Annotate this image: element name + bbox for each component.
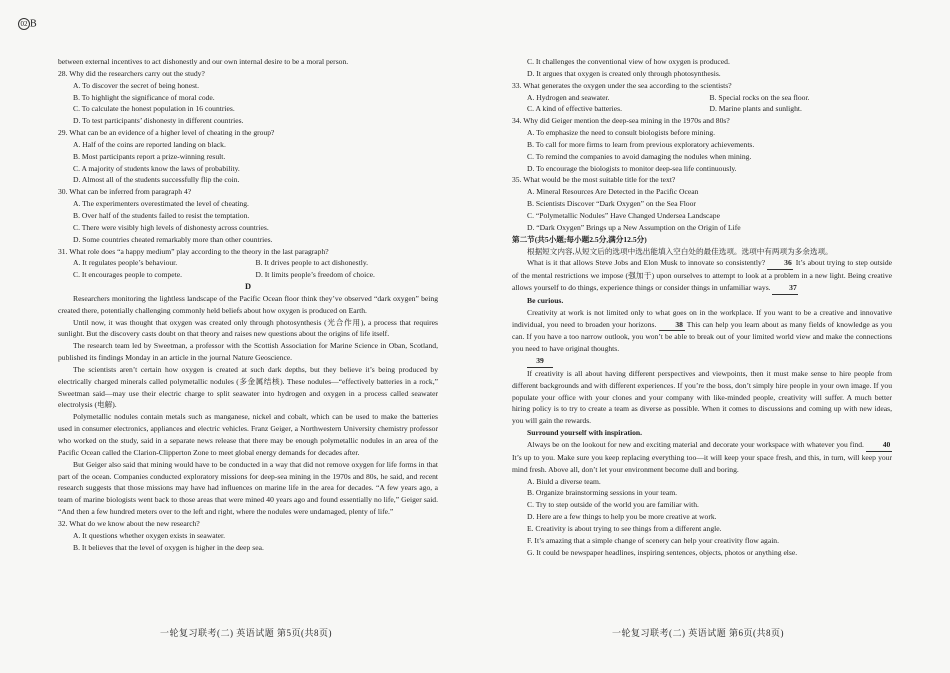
q30-option-c: C. There were visibly high levels of dishonesty across countries.	[73, 222, 269, 232]
q28-option-b: B. To highlight the significance of moral code.	[73, 92, 215, 102]
cloze-paragraph-1	[512, 257, 892, 295]
cloze-option-e: E. Creativity is about trying to see things from a different angle.	[527, 523, 722, 533]
cloze-paragraph-3: If creativity is all about having different perspectives and viewpoints, then it must make sense to hire people from different backgrounds and with different experiences. If you’re the boss, don’t simply hire people in your own image. If you populate your office with your clones and your company with like-minded people, creativity will suffer. A much better hiring policy is to try to create a team as diverse as possible. When it comes to discussions and coming up with new ideas, you will gain the rewards.	[512, 368, 892, 426]
q34-option-b: B. To call for more firms to learn from previous exploratory achievements.	[527, 139, 755, 149]
cloze-option-c: C. Try to step outside of the world you are familiar with.	[527, 500, 699, 510]
heading-surround-inspiration: Surround yourself with inspiration.	[527, 428, 643, 438]
cloze-option-g: G. It could be newspaper headlines, inspiring sentences, objects, photos or anything else.	[527, 547, 798, 557]
q32-option-d: D. It argues that oxygen is created only through photosynthesis.	[527, 68, 721, 78]
question-29: 29. What can be an evidence of a higher level of cheating in the group?	[58, 128, 275, 138]
intro-line: between external incentives to act dishonestly and our own internal desire to be a moral person.	[58, 57, 349, 66]
q33-option-d: D. Marine plants and sunlight.	[709, 104, 802, 114]
q35-option-d: D. “Dark Oxygen” Brings up a New Assumption on the Origin of Life	[527, 222, 741, 232]
exam-badge	[18, 18, 37, 30]
question-28: 28. Why did the researchers carry out the study?	[58, 68, 205, 78]
question-33: 33. What generates the oxygen under the sea according to the scientists?	[512, 80, 732, 90]
cloze-option-d: D. Here are a few things to help you be more creative at work.	[527, 512, 717, 522]
q31-option-d: D. It limits people’s freedom of choice.	[255, 270, 375, 280]
blank-39[interactable]: 39	[527, 355, 553, 368]
q34-option-d: D. To encourage the biologists to monitor deep-sea life continuously.	[527, 163, 737, 173]
passage-d-paragraph-5: Polymetallic nodules contain metals such as manganese, nickel and cobalt, which can be used to make the batteries used in consumer electronics, appliances and electric vehicles. Franz Geiger, a Northwestern University chemistry professor who worked on the study, said in a separate news release that there may be enough polymetallic nodules in an area of the Pacific Ocean called the Clarion-Clipperton Zone to meet global energy demands for decades after.	[58, 412, 438, 457]
q31-option-a: A. It regulates people’s behaviour.	[73, 258, 178, 268]
q33-options-row-1	[512, 92, 892, 104]
q28-option-d: D. To test participants’ dishonesty in different countries.	[73, 116, 244, 126]
q34-option-c: C. To remind the companies to avoid damaging the nodules when mining.	[527, 151, 752, 161]
passage-d-paragraph-2: Until now, it was thought that oxygen was created only through photosynthesis (光合作用), a process that requires sunlight. But the discovery casts doubt on that theory and raises new questions about the origins of life itself.	[58, 317, 438, 339]
passage-d-paragraph-6: But Geiger also said that mining would have to be conducted in a way that did not remove oxygen for life forms in that part of the ocean. Companies conducted exploratory missions for deep-sea mining in the 1970s and 80s, he said, and recent research suggests that those missions may have had influences on marine life in the area for decades. “A few years ago, a team of marine biologists went back to those areas that were mined 40 years ago and found essentially no life,” Geiger said. “And then a few hundred meters over to the left and right, where the nodules were undamaged, plenty of life.”	[58, 459, 438, 517]
page-6-column	[512, 56, 892, 558]
q33-option-b: B. Special rocks on the sea floor.	[709, 92, 810, 102]
blank-36[interactable]: 36	[767, 257, 793, 270]
cloze-p1-text-a: What is it that allows Steve Jobs and Elon Musk to innovate so consistently?	[527, 258, 766, 268]
cloze-p1-text-b: It’s about trying to step outside of the mental restrictions we impose (强加于) upon ourselves to attempt to look at a problem in a new light. Being creative allows yourself to do things, experience things or consider things in unfamiliar ways.	[512, 258, 893, 293]
q29-option-a: A. Half of the coins are reported landing on black.	[73, 139, 226, 149]
q33-option-a: A. Hydrogen and seawater.	[527, 92, 610, 102]
passage-d-paragraph-3: The research team led by Sweetman, a professor with the Scottish Association for Marine Science in Oban, Scotland, published its findings Monday in an article in the journal Nature Geoscience.	[58, 341, 438, 363]
page-5-column	[58, 56, 438, 553]
blank-38[interactable]: 38	[659, 319, 685, 332]
q33-options-row-2	[512, 103, 892, 115]
cloze-option-a: A. Biuld a diverse team.	[527, 476, 601, 486]
q28-option-a: A. To discover the secret of being honest.	[73, 80, 200, 90]
q31-options-row-2	[58, 269, 438, 281]
section-d-heading: D	[244, 282, 252, 292]
cloze-p2-text-a: Creativity at work is not limited only to what goes on in the workplace. If you want to be a creative and innovative individual, you need to broaden your horizons.	[512, 307, 892, 329]
heading-be-curious: Be curious.	[527, 295, 564, 305]
cloze-p4-text-a: Always be on the lookout for new and exciting material and decorate your workspace with whatever you find.	[527, 440, 864, 449]
badge-circle: 02	[18, 18, 30, 30]
q29-option-b: B. Most participants report a prize-winning result.	[73, 151, 226, 161]
q30-option-d: D. Some countries cheated remarkably more than other countries.	[73, 234, 273, 244]
cloze-p4-text-b: It’s up to you. Make sure you keep replacing everything too—it will keep your space fresh, and this, in turn, will keep your mind fresh. Above all, don’t let your environment become dull and boring.	[512, 452, 892, 474]
q31-options-row-1	[58, 257, 438, 269]
cloze-option-b: B. Organize brainstorming sessions in your team.	[527, 488, 678, 498]
q28-option-c: C. To calculate the honest population in 16 countries.	[73, 104, 235, 114]
cloze-option-f: F. It’s amazing that a simple change of scenery can help your creativity flow again.	[527, 535, 780, 545]
question-30: 30. What can be inferred from paragraph 4?	[58, 187, 192, 197]
q31-option-c: C. It encourages people to compete.	[73, 270, 183, 280]
passage-d-paragraph-4: The scientists aren’t certain how oxygen is created at such dark depths, but they believe it’s being produced by electrically charged minerals called polymetallic nodules (多金属结核). These nodules—“effectively batteries in a rock,” Sweetman said—may use their electric charge to split seawater into hydrogen and oxygen in a process called seawater electrolysis (电解).	[58, 364, 438, 410]
q32-option-a: A. It questions whether oxygen exists in seawater.	[73, 530, 226, 540]
q29-option-d: D. Almost all of the students successfully flip the coin.	[73, 175, 240, 185]
q33-option-c: C. A kind of effective batteries.	[527, 104, 622, 114]
q30-option-a: A. The experimenters overestimated the level of cheating.	[73, 199, 249, 209]
cloze-p2-text-b: This can help you learn about as many fields of knowledge as you can. If you have a too narrow outlook, you won’t be able to break out of your limited world view and make the connections you need to have original thoughts.	[512, 319, 893, 354]
q31-option-b: B. It drives people to act dishonestly.	[255, 258, 369, 268]
section-2-title: 第二节(共5小题;每小题2.5分,满分12.5分)	[512, 234, 647, 244]
q35-option-a: A. Mineral Resources Are Detected in the Pacific Ocean	[527, 187, 699, 197]
cloze-paragraph-4	[512, 439, 892, 476]
question-31: 31. What role does “a happy medium” play according to the theory in the last paragraph?	[58, 246, 329, 256]
blank-40[interactable]: 40	[866, 439, 892, 452]
badge-letter: B	[30, 18, 37, 30]
question-35: 35. What would be the most suitable title for the text?	[512, 175, 676, 185]
q29-option-c: C. A majority of students know the laws of probability.	[73, 163, 240, 173]
q32-option-c: C. It challenges the conventional view of how oxygen is produced.	[527, 57, 730, 66]
footer-page-5: 一轮复习联考(二) 英语试题 第5页(共8页)	[160, 628, 332, 638]
q30-option-b: B. Over half of the students failed to resist the temptation.	[73, 210, 250, 220]
q35-option-c: C. “Polymetallic Nodules” Have Changed Undersea Landscape	[527, 210, 720, 220]
q34-option-a: A. To emphasize the need to consult biologists before mining.	[527, 128, 716, 138]
cloze-paragraph-2	[512, 307, 892, 355]
passage-d-paragraph-1: Researchers monitoring the lightless landscape of the Pacific Ocean floor think they’ve observed “dark oxygen” being created there, potentially challenging commonly held beliefs about how oxygen is produced on Earth.	[58, 293, 438, 315]
section-2-instructions: 根据短文内容,从短文后的选项中选出能填入空白处的最佳选项。选项中有两项为多余选项。	[527, 246, 833, 256]
footer-page-6: 一轮复习联考(二) 英语试题 第6页(共8页)	[612, 628, 784, 638]
question-32: 32. What do we know about the new research?	[58, 518, 200, 528]
q32-option-b: B. It believes that the level of oxygen is higher in the deep sea.	[73, 542, 264, 552]
q35-option-b: B. Scientists Discover “Dark Oxygen” on the Sea Floor	[527, 199, 696, 209]
heading-blank-39-row	[512, 355, 892, 368]
question-34: 34. Why did Geiger mention the deep-sea mining in the 1970s and 80s?	[512, 116, 730, 126]
blank-37[interactable]: 37	[772, 282, 798, 295]
